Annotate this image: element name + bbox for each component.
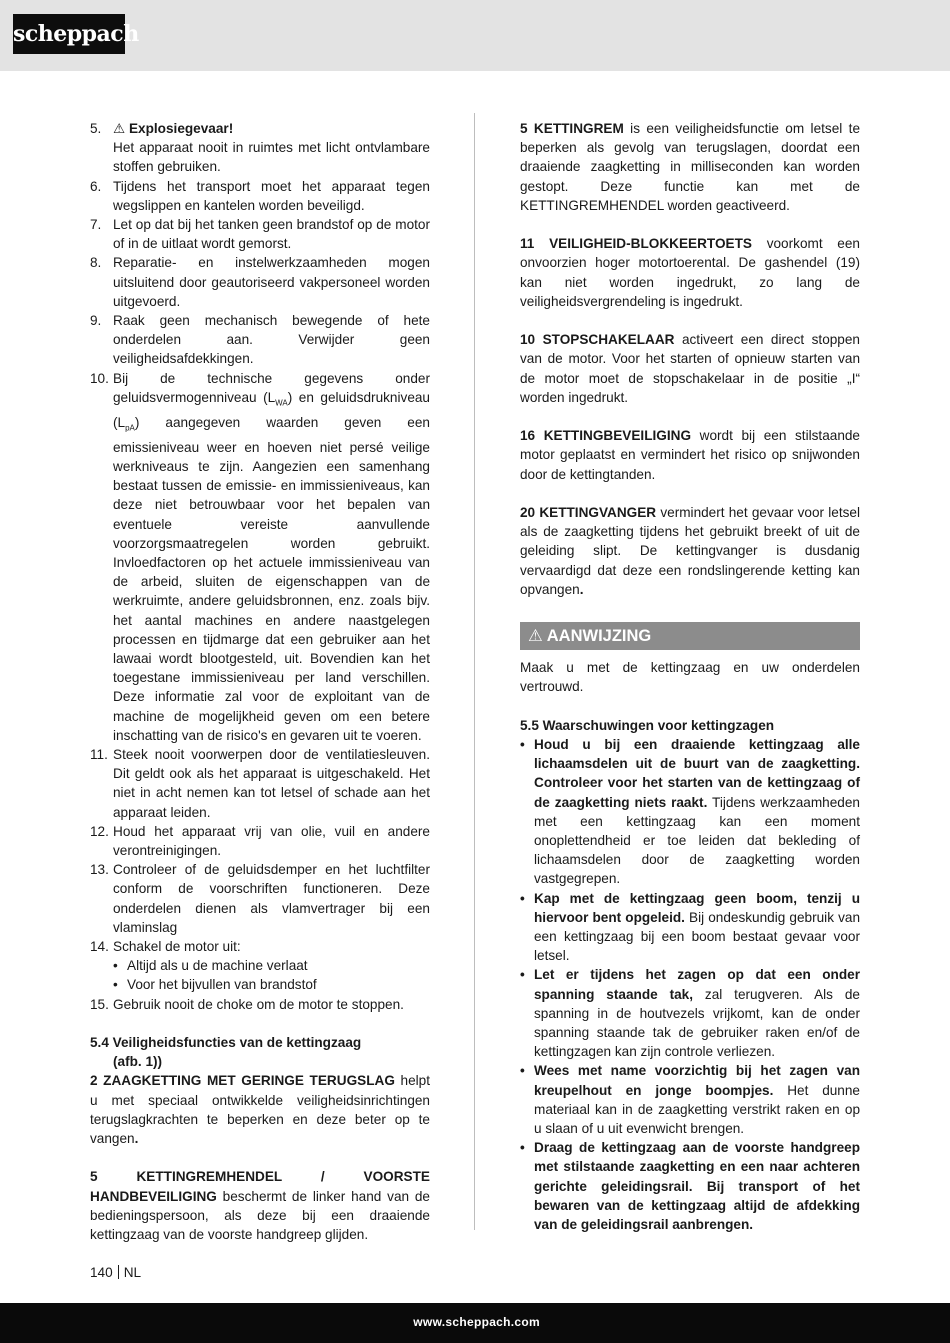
right-column (520, 119, 860, 1234)
paragraph: 5 KETTINGREMHENDEL / VOORSTE HANDBEVEILIGING beschermt de linker hand van de bedieningspersoon, als deze bij een draaiende kettingzaag van de voorste handgreep glijden. (90, 1169, 430, 1242)
list-item: 13. Controleer of de geluidsdemper en het luchtfilter conform de voorschriften functioneren. Deze onderdelen dienen als vlamvertrager bij een vlaminslag (90, 862, 430, 935)
list-item: 15. Gebruik nooit de choke om de motor te stoppen. (90, 996, 404, 1012)
list-item: 10. Bij de technische gegevens onder geluidsvermogenniveau $(L_{WA})$ en geluidsdrukniveau $(L_{pA})$ aangegeven waarden geven een emissieniveau weer en hoeven niet persé veilige werkniveaus te zijn. Aangezien een samenhang bestaat tussen de emissie- en immissieniveaus, kan deze niet betrouwbaar voor het bepalen van eventuele vereiste aanvullende voorzorgsmaatregelen worden gebruikt. Invloedfactoren op het actuele immissieniveau van de arbeid, sluiten de eigenschappen van de werkruimte, andere geluidsbronnen, enz. zoals bijv. het aantal machines en andere naastgelegen processen en tijdmarge dat een gebruiker aan het lawaai wordt blootgesteld, uit. Bovendien kan het toegestane immissieniveau per land verschillen. Deze informatie zal voor de exploitant van de machine de mogelijkheid geven om een betere inschatting van de risico's en gevaren uit te voeren. (90, 370, 430, 743)
header-bar (0, 0, 950, 71)
safety-list (90, 119, 430, 1014)
list-item: 8. Reparatie- en instelwerkzaamheden mogen uitsluitend door geautoriseerd vakpersoneel worden uitgevoerd. (90, 255, 430, 309)
list-item: • Houd u bij een draaiende kettingzaag alle lichaamsdelen uit de buurt van de zaagketting. Controleer voor het starten van de kettingzaag of de zaagketting niets raakt. Tijdens werkzaamheden met een kettingzaag kan een moment onoplettendheid er toe leiden dat bekleding of lichaamsdelen door de zaagketting worden vastgegrepen. (520, 737, 860, 887)
brand-logo: scheppach (13, 14, 125, 54)
section-title-5-4: 5.4 Veiligheidsfuncties van de kettingzaag (afb. 1)) (90, 1034, 362, 1070)
paragraph: 2 ZAAGKETTING MET GERINGE TERUGSLAG helpt u met speciaal ontwikkelde veiligheidsinrichtingen terugslagkrachten te beperken en deze beter op te vangen. (90, 1073, 430, 1146)
left-column (90, 119, 430, 1244)
warning-text: Maak u met de kettingzaag en uw onderdelen vertrouwd. (520, 660, 860, 695)
paragraph: 10 STOPSCHAKELAAR activeert een direct stoppen van de motor. Voor het starten of opnieuw starten van de motor moet de stopschakelaar in de positie „I“ worden ingedrukt. (520, 332, 860, 405)
page-number: 140 NL (90, 1265, 142, 1280)
list-item: • Draag de kettingzaag aan de voorste handgreep met stilstaande zaagketting en een naar achteren gerichte geleidingsrail. Bij transport of het bewaren van de kettingzaag altijd de afdekking van de geleidingsrail aanbrengen. (520, 1140, 860, 1233)
footer-bar (0, 1303, 950, 1343)
list-item: 11. Steek nooit voorwerpen door de ventilatiesleuven. Dit geldt ook als het apparaat is uitgeschakeld. Het niet in acht nemen kan tot letsel of schade aan het apparaat leiden. (90, 746, 430, 820)
list-item: • Let er tijdens het zagen op dat een onder spanning staande tak, zal terugveren. Als de spanning in de houtvezels vrijkomt, kan de onder spanning staande tak de gebruiker raken en/of de kettingzagen kan zijn controle verliezen. (520, 967, 860, 1060)
list-item: • Kap met de kettingzaag geen boom, tenzij u hiervoor bent opgeleid. Bij ondeskundig gebruik van een kettingzaag bij een boom bestaat gevaar voor letsel. (520, 890, 860, 964)
section-title-5-5: 5.5 Waarschuwingen voor kettingzagen (520, 717, 775, 733)
paragraph: 11 VEILIGHEID-BLOKKEERTOETS voorkomt een onvoorzien hoger motortoerental. De gashendel (19) kan niet worden ingedrukt, zo lang de veiligheidsvergrendeling is ingedrukt. (520, 236, 860, 309)
column-divider (474, 113, 475, 1230)
list-item: 12. Houd het apparaat vrij van olie, vuil en andere verontreinigingen. (90, 823, 430, 858)
sub-list (113, 956, 430, 994)
warning-list (520, 735, 860, 1234)
list-item-title: Explosiegevaar! (128, 121, 234, 136)
sub-list-item: • Voor het bijvullen van brandstof (113, 977, 317, 993)
list-item: • Wees met name voorzichtig bij het zagen van kreupelhout en jonge boompjes. Het dunne materiaal kan in de zaagketting verstrikt raken en op u slaan of u uit evenwicht brengen. (520, 1063, 860, 1137)
paragraph: 5 KETTINGREM is een veiligheidsfunctie om letsel te beperken als gevolg van terugslagen, doordat een draaiende zaagketting in milliseconden kan worden gestopt. Deze functie kan met de KETTINGREMHENDEL worden geactiveerd. (520, 121, 860, 213)
paragraph: 20 KETTINGVANGER vermindert het gevaar voor letsel als de zaagketting tijdens het gebruikt breekt of uit de geleiding slipt. De kettingvanger is dusdanig vervaardigd dat deze een rondslingerende ketting kan opvangen. (520, 505, 860, 597)
warning-icon: ⚠ (113, 121, 129, 136)
sub-list-item: • Altijd als u de machine verlaat (113, 958, 308, 974)
list-item: 5. ⚠ Explosiegevaar! Het apparaat nooit in ruimtes met licht ontvlambare stoffen gebruiken. (90, 121, 430, 175)
list-item: 9. Raak geen mechanisch bewegende of hete onderdelen aan. Verwijder geen veiligheidsafdekkingen. (90, 313, 430, 367)
website-link[interactable]: www.scheppach.com (413, 1315, 540, 1329)
list-item: 6. Tijdens het transport moet het apparaat tegen wegslippen en kantelen worden beveiligd. (90, 178, 430, 213)
paragraph: 16 KETTINGBEVEILIGING wordt bij een stilstaande motor geplaatst en vermindert het risico op snijwonden door de kettingtanden. (520, 428, 860, 482)
warning-banner: ⚠ AANWIJZING (520, 622, 860, 650)
list-item: 7. Let op dat bij het tanken geen brandstof op de motor of in de uitlaat wordt gemorst. (90, 217, 430, 252)
list-item: 14. Schakel de motor uit: • Altijd als u de machine verlaat • Voor het bijvullen van brandstof (90, 937, 430, 995)
